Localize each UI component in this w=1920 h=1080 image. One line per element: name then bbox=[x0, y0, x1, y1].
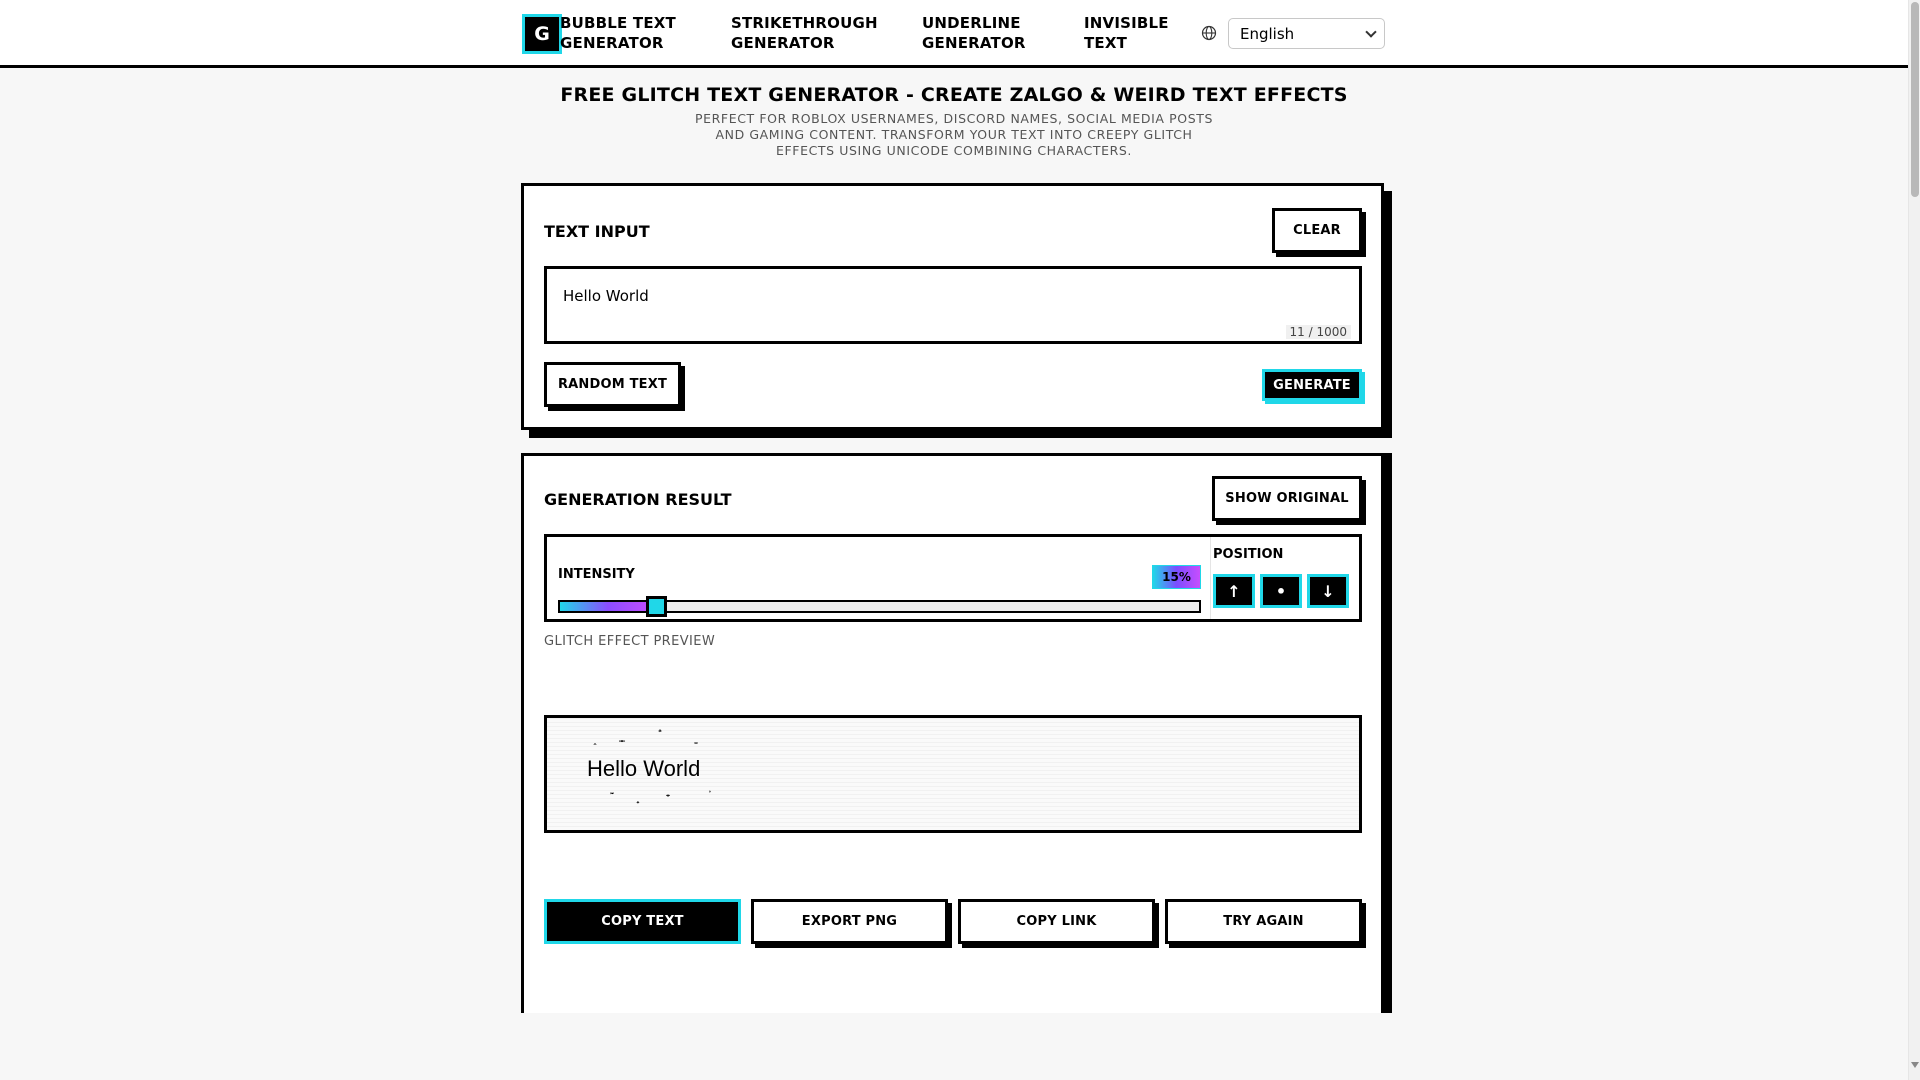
globe-icon bbox=[1201, 25, 1217, 41]
text-input-title: TEXT INPUT bbox=[544, 222, 650, 241]
nav-link-bubble-text[interactable]: BUBBLE TEXT GENERATOR bbox=[560, 14, 676, 52]
glitch-preview-box bbox=[544, 715, 1362, 833]
glitch-preview-text bbox=[587, 755, 700, 783]
copy-link-button[interactable]: COPY LINK bbox=[958, 899, 1155, 944]
page-subtitle: PERFECT FOR ROBLOX USERNAMES, DISCORD NAMES, SOCIAL MEDIA POSTS AND GAMING CONTENT. TRANSFORM YOUR TEXT INTO CREEPY GLITCH EFFECTS USING UNICODE COMBINING CHARACTERS. bbox=[695, 111, 1213, 158]
export-png-button[interactable]: EXPORT PNG bbox=[751, 899, 948, 944]
dot-icon: • bbox=[1275, 581, 1287, 601]
intensity-label: INTENSITY bbox=[558, 567, 635, 582]
nav-link-underline[interactable]: UNDERLINE GENERATOR bbox=[922, 14, 1026, 52]
random-text-button[interactable]: RANDOM TEXT bbox=[544, 362, 681, 407]
text-input-value: Hello World bbox=[563, 287, 649, 305]
effect-controls-panel bbox=[544, 534, 1362, 622]
intensity-slider[interactable] bbox=[558, 600, 1201, 613]
text-input-field[interactable] bbox=[544, 266, 1362, 344]
top-navigation bbox=[0, 0, 1908, 68]
intensity-percent-badge: 15% bbox=[1152, 565, 1201, 589]
language-select[interactable] bbox=[1228, 18, 1385, 49]
glitch-mark: ̽̿ bbox=[619, 740, 626, 751]
generate-button[interactable]: GENERATE bbox=[1262, 369, 1362, 401]
nav-link-strikethrough[interactable]: STRIKETHROUGH GENERATOR bbox=[731, 14, 878, 52]
preview-label: GLITCH EFFECT PREVIEW bbox=[544, 634, 716, 649]
intensity-slider-fill bbox=[560, 602, 656, 611]
generation-result-card bbox=[521, 453, 1384, 1013]
show-original-button[interactable]: SHOW ORIGINAL bbox=[1212, 476, 1362, 521]
intensity-slider-thumb[interactable] bbox=[646, 596, 667, 617]
character-counter: 11 / 1000 bbox=[1286, 325, 1351, 339]
position-middle-button[interactable] bbox=[1260, 574, 1302, 608]
page-title: FREE GLITCH TEXT GENERATOR - CREATE ZALGO & WEIRD TEXT EFFECTS bbox=[560, 84, 1348, 106]
page-scrollbar[interactable] bbox=[1908, 0, 1920, 1080]
copy-text-button[interactable]: COPY TEXT bbox=[544, 899, 741, 944]
generation-result-title: GENERATION RESULT bbox=[544, 490, 732, 509]
arrow-down-icon: ↓ bbox=[1321, 581, 1335, 601]
chevron-down-icon bbox=[1365, 26, 1376, 37]
position-down-button[interactable] bbox=[1307, 574, 1349, 608]
language-select-value: English bbox=[1240, 24, 1295, 43]
position-up-button[interactable] bbox=[1213, 574, 1255, 608]
scrollbar-thumb[interactable] bbox=[1911, 2, 1919, 197]
controls-divider bbox=[1210, 537, 1211, 619]
try-again-button[interactable]: TRY AGAIN bbox=[1165, 899, 1362, 944]
preview-base-text: Hello World bbox=[587, 756, 701, 781]
text-input-card bbox=[521, 183, 1384, 430]
clear-button[interactable]: CLEAR bbox=[1272, 208, 1362, 253]
arrow-up-icon: ↑ bbox=[1227, 581, 1241, 601]
nav-link-invisible-text[interactable]: INVISIBLE TEXT bbox=[1084, 14, 1169, 52]
scroll-down-arrow-icon[interactable] bbox=[1911, 1062, 1919, 1068]
logo[interactable]: G bbox=[522, 14, 562, 54]
position-label: POSITION bbox=[1213, 547, 1284, 562]
